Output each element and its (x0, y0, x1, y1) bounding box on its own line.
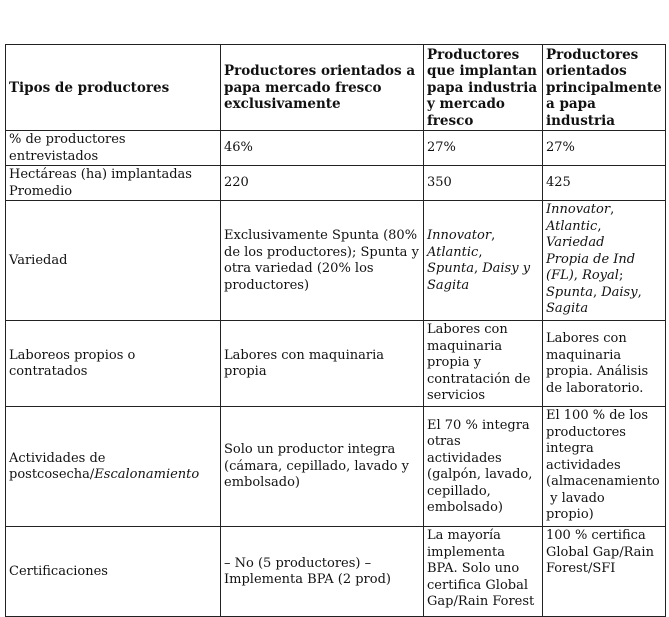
row-label: Laboreos propios o contratados (6, 321, 221, 407)
row-label-main: Actividades de postcosecha/ (9, 450, 106, 482)
variety: Innovator (427, 228, 492, 243)
variety: Royal (582, 268, 619, 283)
table-cell: Solo un productor integra (cámara, cepillado, lavado y embolsado) (221, 407, 424, 527)
row-label (6, 407, 221, 527)
variety: Daisy (601, 284, 638, 300)
header-industria-y-fresco: Productores que implantan papa industria y mercado fresco (424, 45, 543, 131)
productor-types-table (5, 44, 666, 617)
table-cell-varieties: Innovator, Atlantic, Spunta, Daisy y Sagita (424, 201, 543, 321)
table-cell: La mayoría implementa BPA. Solo uno certifica Global Gap/Rain Forest (424, 527, 543, 617)
row-label-italic: Escalonamiento (94, 467, 200, 482)
table-cell (543, 407, 666, 527)
variety: Propia de Ind (546, 251, 636, 267)
table-cell: 100 % certifica Global Gap/Rain Forest/SFI (543, 527, 666, 617)
cell-line: – No (5 productores) – (224, 555, 372, 571)
table-cell-varieties: Innovator, Atlantic, Variedad Propia de Ind (FL), Royal; Spunta, Daisy, Sagita (543, 201, 666, 321)
row-label: Variedad (6, 201, 221, 321)
row-label: Hectáreas (ha) implantadas Promedio (6, 166, 221, 201)
header-mercado-fresco: Productores orientados a papa mercado fresco exclusivamente (221, 45, 424, 131)
variety: Atlantic (546, 218, 598, 234)
table-row (6, 131, 666, 166)
variety: Sagita (546, 301, 589, 316)
table-cell (221, 527, 424, 617)
header-tipos: Tipos de productores (6, 45, 221, 131)
table-row (6, 407, 666, 527)
table-cell: Labores con maquinaria propia (221, 321, 424, 407)
variety: Sagita (427, 277, 470, 293)
table-cell: 27% (543, 131, 666, 166)
header-industria: Productores orientados principalmente a papa industria (543, 45, 666, 131)
variety: Spunta (546, 284, 593, 300)
table-row (6, 321, 666, 407)
cell-line: actividades (546, 457, 621, 473)
variety: Innovator (546, 202, 611, 217)
cell-line: (almacenamiento (546, 474, 660, 489)
variety: Spunta (427, 261, 474, 276)
row-label: % de productores entrevistados (6, 131, 221, 166)
table-cell: Exclusivamente Spunta (80% de los productores); Spunta y otra variedad (20% los productores) (221, 201, 424, 321)
table-cell: 350 (424, 166, 543, 201)
variety: Atlantic (427, 244, 479, 260)
table-cell: Labores con maquinaria propia. Análisis de laboratorio. (543, 321, 666, 407)
cell-line: integra (546, 441, 594, 456)
variety: Daisy (482, 261, 519, 276)
table-cell: 425 (543, 166, 666, 201)
table-cell: El 70 % integra otras actividades (galpón, lavado, cepillado, embolsado) (424, 407, 543, 527)
table-row (6, 166, 666, 201)
table-header-row (6, 45, 666, 131)
variety-connector: y (522, 261, 531, 276)
table-cell: 46% (221, 131, 424, 166)
cell-line: productores (546, 424, 626, 440)
variety: Variedad (546, 235, 605, 250)
table-row (6, 527, 666, 617)
row-label: Certificaciones (6, 527, 221, 617)
cell-line: El 100 % de los (546, 408, 649, 423)
table-cell: Labores con maquinaria propia y contratación de servicios (424, 321, 543, 407)
table-cell: 27% (424, 131, 543, 166)
cell-line: Implementa BPA (2 prod) (224, 572, 391, 587)
table-row (6, 201, 666, 321)
cell-line: propio) (546, 507, 594, 522)
table-cell: 220 (221, 166, 424, 201)
cell-line: y lavado (546, 490, 605, 506)
variety: (FL) (546, 268, 574, 283)
